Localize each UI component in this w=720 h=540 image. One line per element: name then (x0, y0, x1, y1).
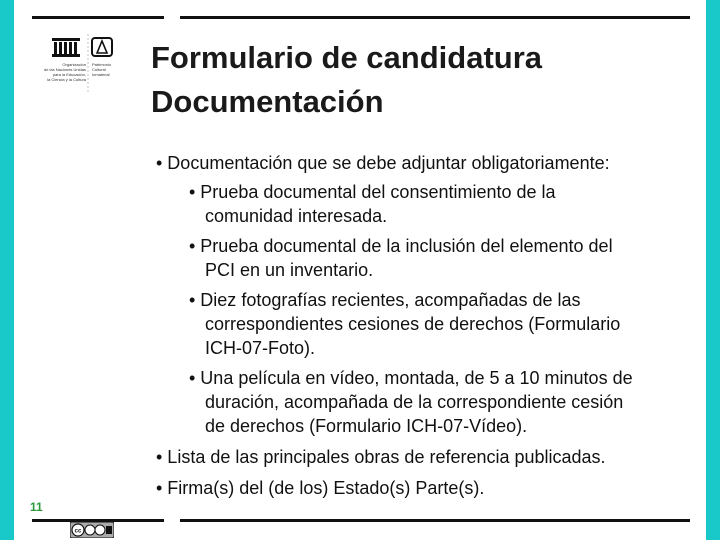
bullet-sub-inventory-line2: PCI en un inventario. (205, 260, 374, 280)
bullet-sub-consent-line2: comunidad interesada. (205, 206, 388, 226)
page-title (151, 36, 691, 124)
bullet-sub-video-line1: • Una película en vídeo, montada, de 5 a 10 minutos de (189, 368, 633, 388)
bullet-sub-video-line3: de derechos (Formulario ICH-07-Vídeo). (205, 416, 528, 436)
bullet-sub-photos-line3: ICH-07-Foto). (205, 338, 316, 358)
unesco-logo-text: Organización de las Naciones Unidas para la Educación, la Ciencia y la Cultura (43, 62, 86, 82)
bullet-main-references: • Lista de las principales obras de referencia publicadas. (156, 447, 606, 467)
bullet-main-documentation: • Documentación que se debe adjuntar obligatoriamente: (156, 153, 610, 173)
bullet-sub-consent-line1: • Prueba documental del consentimiento de la (189, 182, 556, 202)
title-line-1: Formulario de candidatura (151, 40, 543, 75)
ich-logo-text: Patrimonio Cultural Inmaterial (92, 62, 112, 77)
bullet-main-signatures: • Firma(s) del (de los) Estado(s) Parte(s). (156, 478, 485, 498)
top-rule-right (180, 16, 690, 19)
creative-commons-icon (70, 522, 114, 538)
svg-text:cc: cc (74, 528, 82, 535)
bullet-sub-photos-line2: correspondientes cesiones de derechos (Formulario (205, 314, 621, 334)
bullet-sub-inventory-line1: • Prueba documental de la inclusión del elemento del (189, 236, 613, 256)
top-rule-left (32, 16, 164, 19)
unesco-logo (38, 32, 138, 94)
slide (14, 0, 706, 540)
bullet-sub-video-line2: duración, acompañada de la correspondiente cesión (205, 392, 624, 412)
title-line-2: Documentación (151, 84, 384, 119)
bullet-sub-photos-line1: • Diez fotografías recientes, acompañadas de las (189, 290, 581, 310)
slide-number: 11 (30, 500, 43, 514)
bottom-rule-right (180, 519, 690, 522)
